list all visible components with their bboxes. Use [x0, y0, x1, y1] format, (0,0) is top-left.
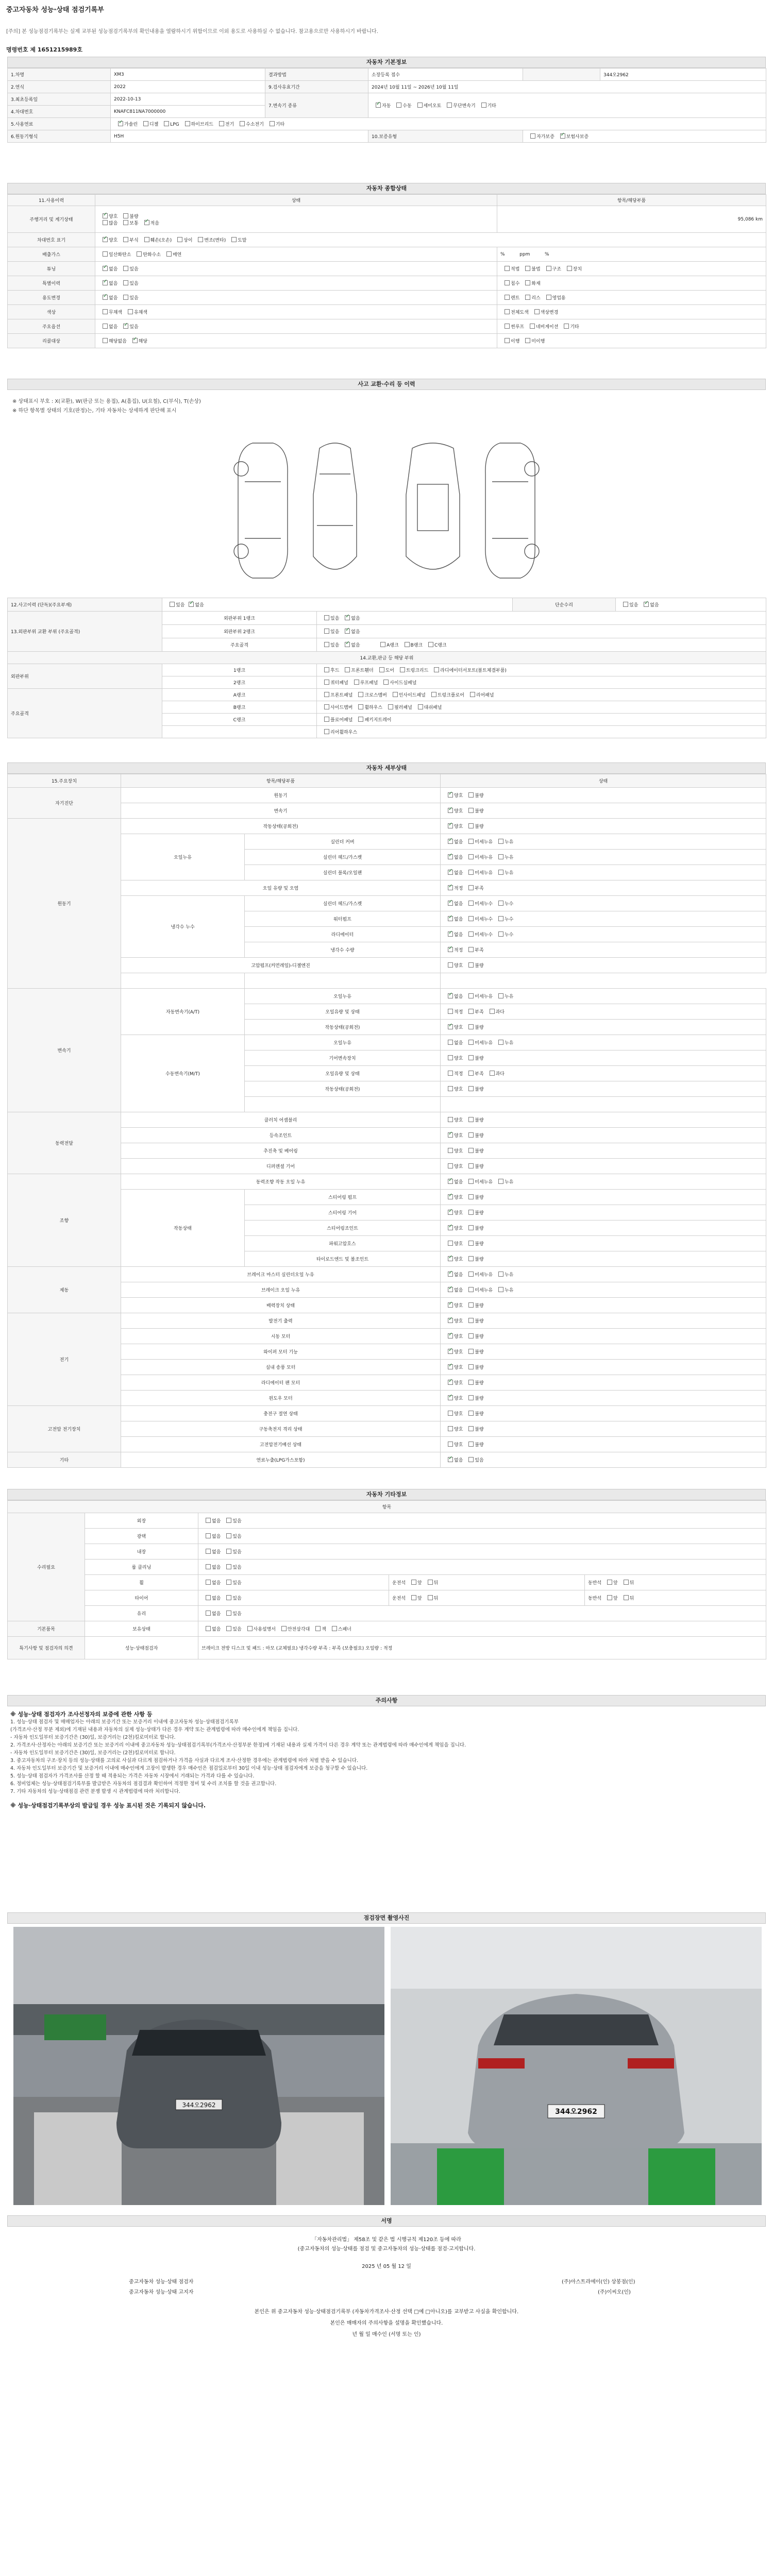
other-info-section: 자동차 기타정보: [7, 1489, 766, 1500]
warranty-options: 자가보증 ✓ 보험사보증: [523, 130, 766, 143]
special-notes-text: 브레이크 전방 디스크 및 패드 : 마모 (교체필요) 냉각수량 부족 : 부족 (보충필요) 오일량 : 적정: [198, 1637, 766, 1659]
car-name-value: XM3: [111, 69, 265, 81]
caution-notes: ※ 성능·상태 점검자가 조사선정자의 보증에 관한 사항 등 1. 성능·상태 점검자 및 매매업자는 아래의 보증기간 또는 보증거리 이내에 중고자동차 성능·상태점검기록부 (가격조사·산정 부분 제외)에 기재된 내용과 자동차의 실제 성능·상태가 다른 경우 계약 또는 관계법령에 따라 매수인에게 책임을 집니다. - 자동차 인도일부터 보증기간은 (30)일, 보증거리는 (2천)킬로미터로 합니다. 2. 가격조사·산정자는 아래의 보증기간 또는 보증거리 이내에 중고자동차 성능·상태점검기록부(가격조사·산정부분 한정)에 기재된 내용과 실제 가격이 다른 경우 계약 또는 관계법령에 따라 매수인에게 책임을 집니다. - 자동차 인도일부터 보증기간은 (30)일, 보증거리는 (2천)킬로미터로 합니다. 3. 중고자동차의 구조·장치 등의 성능·상태를 고의로 사실과 다르게 점검하거나 가격을 사실과 다르게 조사·산정한 경우에는 관계법령에 따라 처벌 받을 수 있습니다. 4. 자동차 인도일부터 보증기간 및 보증거리 이내에 매수인에게 고장이 발생한 경우 매수인은 점검일로부터 30일 이내 성능·상태 점검자에게 보증을 청구할 수 있습니다. 5. 성능·상태 점검자가 가격조사를 산정 할 때 적용되는 가격은 자동차 시장에서 거래되는 가격과 다를 수 있습니다. 6. 정비업체는 성능·상태점검기록부를 발급받은 자동차의 점검결과 확인하여 적정한 정비 및 수리 조치를 할 것을 권고합니다. 7. 기타 자동차의 성능·상태점검 관련 분쟁 발생 시 관계법령에 따라 처리합니다. ※ 성능·상태점검기록부상의 발급일 경우 성능 표시된 것은 기록되지 않습니다.: [10, 1710, 763, 1809]
validity-label: 9.검사유효기간: [265, 81, 368, 93]
group-electric: 전기: [8, 1313, 121, 1406]
special-history-label: 특별이력: [8, 276, 95, 291]
group-self-diagnosis: 자기진단: [8, 788, 121, 819]
accident-label: 12.사고이력 (단독)(주요부재): [8, 598, 162, 612]
fuel-options: ✓ 가솔린 디젤 LPG 하이브리드 전기 수소전기 기타: [111, 118, 766, 130]
car-diagram: [222, 433, 551, 587]
usage-change-label: 용도변경: [8, 291, 95, 305]
group-other: 기타: [8, 1452, 121, 1468]
assessor-signature: (주)이씨오(인): [598, 2290, 631, 2295]
detail-section: 자동차 세부상태: [7, 762, 766, 774]
signature-date: 2025 년 05 월 12 일: [362, 2264, 411, 2269]
group-engine: 원동기: [8, 819, 121, 989]
consent-line-1: 본인은 위 중고자동차 성능·상태점검기록부 (자동차가격조사·산정 선택 □예 □아니오)를 교부받고 사실을 확인합니다.: [254, 2309, 519, 2315]
certificate-number: 명령번호 제 1651215989호: [6, 46, 82, 53]
summary-section: 자동차 종합상태: [7, 183, 766, 194]
year-value: 2022: [111, 81, 265, 93]
vin-label: 4.차대번호: [8, 106, 111, 118]
transmission-label: 7.변속기 종류: [265, 93, 368, 118]
legend-line-2: ※ 하단 항목별 상태의 기호(판정)는, 기타 자동차는 상세하게 판단해 표시: [12, 408, 177, 414]
notice-text: [주의] 본 성능점검기록부는 실제 교부된 성능점검기록부의 확인내용을 열람하시기 위함이므로 이외 용도로 사용하실 수 없습니다. 참고용으로만 사용하시기 바랍니다.: [6, 29, 378, 35]
frame-label: 주요골격: [162, 638, 317, 652]
warranty-label: 10.보증유형: [368, 130, 523, 143]
fuel-label: 5.사용연료: [8, 118, 111, 130]
signature-section: 서명: [7, 2215, 766, 2227]
basic-items-label: 기본품목: [8, 1621, 85, 1637]
signature-line-1: 「자동차관리법」 제58조 및 같은 법 시행규칙 제120조 등에 따라: [312, 2237, 461, 2243]
caution-footer: ※ 성능·상태점검기록부상의 발급일 경우 성능 표시된 것은 기록되지 않습니다.: [10, 1802, 206, 1809]
signature-line-2: (중고자동차의 성능·상태를 점검 및 중고자동차의 성능·상태를 점검·고지합니다.: [297, 2246, 476, 2252]
basic-info-section: 자동차 기본정보: [7, 57, 766, 68]
detail-header-item: 항목/해당부품: [121, 774, 441, 788]
summary-header-items: 항목/해당부품: [497, 195, 766, 206]
exterior-rank1-label: 외판부위 1랭크: [162, 612, 317, 625]
result-method-label: 결과방법: [265, 69, 368, 81]
photos-section: 점검장면 촬영사진: [7, 1912, 766, 1924]
consent-line-2: 본인은 매매자의 주의사항을 설명을 확인했습니다.: [330, 2320, 443, 2326]
group-brake: 제동: [8, 1267, 121, 1313]
color-label: 색상: [8, 305, 95, 319]
inspector-label: 중고자동차 성능·상태 점검자: [129, 2279, 194, 2285]
tuning-label: 튜닝: [8, 262, 95, 276]
vin-mark-label: 차대번호 표기: [8, 233, 95, 247]
caution-title: ※ 성능·상태 점검자가 조사선정자의 보증에 관한 사항 등: [10, 1711, 153, 1718]
group-high-voltage: 고전압 전기장치: [8, 1406, 121, 1452]
other-header: 항목: [8, 1501, 766, 1513]
summary-header-history: 11.사용이력: [8, 195, 95, 206]
exterior-rank2-label: 외판부위 2랭크: [162, 625, 317, 638]
parts-section: 14.교환,판금 등 해당 부위: [8, 652, 766, 664]
group-drivetrain: 동력전달: [8, 1112, 121, 1174]
mileage-value: 95,086 km: [497, 206, 766, 233]
recall-label: 리콜대상: [8, 334, 95, 348]
year-label: 2.연식: [8, 81, 111, 93]
plate-number: 344오2962: [600, 69, 766, 81]
transmission-options: ✓ 자동 수동 세미오토 무단변속기 기타: [368, 93, 766, 118]
detail-header-state: 상태: [441, 774, 766, 788]
first-registration-label: 3.최초등록일: [8, 93, 111, 106]
group-steering: 조향: [8, 1174, 121, 1267]
result-method-value: 소장등록 접수: [368, 69, 523, 81]
special-notes-label: 특기사항 및 점검자의 의견: [8, 1637, 85, 1659]
options-label: 주요옵션: [8, 319, 95, 334]
receiver-signature-line: 년 월 일 매수인 (서명 또는 인): [352, 2332, 421, 2337]
emission-label: 배출가스: [8, 247, 95, 262]
detail-table: 15.주요장치 항목/해당부품 상태 자기진단 원동기 ✓ 양호 불량 변속기 ✓ 양호 불량 원동기 작동상태(공회전) ✓ 양호 불량 오일누유 실린더 커버 ✓ 없음 미세누유 누유 실린더 헤드/가스켓 ✓ 없음 미세누유 누유 실린더 블록/오일팬 ✓ 없음 미세누유 누유 오일 유량 및 오염 ✓ 적정 부족 냉각수 누수 실린더 헤드/가스켓 ✓ 없음 미세누수 누수 워터펌프 ✓ 없음 미세누수 누수 라디에이터 ✓ 없음 미세누수 누수 냉각수 수량 ✓ 적정 부족 고압펌프(커먼레일)-디젤엔진 양호 불량 변속기 자동변속기(A/T) 오일누유 ✓ 없음 미세누유 누유 오일유량 및 상태 적정 부족 과다 작동상태(공회전) ✓ 양호 불량 수동변속기(M/T) 오일누유 없음 미세누유 누유 기어변속장치 양호 불량 오일유량 및 상태 적정 부족 과다 작동상태(공회전) 양호 불량 동력전달 클러치 어셈블리 양호 불량 등속조인트 ✓ 양호 불량 추진축 및 베어링 양호 불량 디퍼렌셜 기어 양호 불량 조향 동력조향 작동 오일 누유 ✓ 없음 미세누유 누유 작동상태 스티어링 펌프 ✓ 양호 불량 스티어링 기어 ✓ 양호 불량 스티어링조인트 ✓ 양호 불량 파워고압호스 양호 불량 타이로드엔드 및 볼조인트 ✓ 양호 불량 제동 브레이크 마스터 실린더오일 누유 ✓ 없음 미세누유 누유 브레이크 오일 누유 ✓ 없음 미세누유 누유 배력장치 상태 ✓ 양호 불량 전기 발전기 출력 ✓ 양호 불량 시동 모터 ✓ 양호 불량 와이퍼 모터 기능 ✓ 양호 불량 실내 송풍 모터 ✓ 양호 불량 라디에이터 팬 모터 ✓ 양호 불량 윈도우 모터 ✓ 양호 불량 고전압 전기장치 충전구 절연 상태 양호 불량 구동축전지 격리 상태 양호 불량 고전압전기배선 상태 양호 불량 기타 연료누출(LPG가스포함) ✓ 없음 있음: [7, 774, 766, 1468]
basic-info-table: [7, 68, 766, 143]
other-info-table: 항목 수리필요 외장 없음 있음 광택 없음 있음 내장 없음 있음 룸 클리닝 없음 있음 휠 없음 있음 운전석 앞 뒤 동반석 앞 뒤 타이어 없음 있음 운전석 앞 뒤 동반석 앞 뒤 유리 없음 있음 기본품목 보유상태 없음 있음 사용설명서 안전삼각대 잭 스패너 특기사항 및 점검자의 의견 성능·상태점검자 브레이크 전방 디스크 및 패드 : 마모 (교체필요) 냉각수량 부족 : 부족 (보충필요) 오일량 : 적정: [7, 1500, 766, 1659]
simple-repair-label: 단순수리: [513, 598, 616, 612]
validity-value: 2024년 10월 11일 ~ 2026년 10월 11일: [368, 81, 766, 93]
svg-text:344오2962: 344오2962: [555, 2108, 597, 2116]
first-registration-value: 2022-10-13: [111, 93, 265, 106]
engine-type-value: H5H: [111, 130, 368, 143]
inspector-signature: (주)아스트라에이(인) 상봉점(인): [562, 2279, 635, 2285]
summary-table: 11.사용이력 상태 항목/해당부품 주행거리 및 계기상태 ✓양호 불량 많음 보통 ✓적음 95,086 km 차대번호 표기 ✓ 양호 부식 훼손(오손) 상이 변조(변타) 도말 배출가스 일산화탄소 탄화수소 매연 % ppm % 튜닝 ✓ 없음 있음 적법 불법 구조 장치 특별이력 ✓ 없음 있음 침수 화재 용도변경 ✓ 없음 있음 렌트 리스 영업용 색상 무채색 유채색 전체도색 색상변경 주요옵션 없음 ✓있음 썬루프 네비게이션 기타 리콜대상 해당없음 ✓해당 이행 미이행: [7, 194, 766, 348]
car-name-label: 1.차명: [8, 69, 111, 81]
mileage-label: 주행거리 및 계기상태: [8, 206, 95, 233]
group-transmission: 변속기: [8, 989, 121, 1112]
page-title: 중고자동차 성능·상태 점검기록부: [6, 6, 104, 14]
legend-line-1: ※ 상태표시 부호 : X(교환), W(판금 또는 용접), A(흠집), U(요철), C(부식), T(손상): [12, 399, 201, 404]
detail-header-main: 15.주요장치: [8, 774, 121, 788]
summary-header-state: 상태: [95, 195, 497, 206]
caution-section: 주의사항: [7, 1695, 766, 1706]
engine-type-label: 6.원동기형식: [8, 130, 111, 143]
front-photo: [13, 1927, 384, 2205]
accident-table: 12.사고이력 (단독)(주요부재) 있음✓ 없음 단순수리 있음 ✓없음 13.외판부위 교환 부위 (주요골격) 외판부위 1랭크 있음 ✓없음 외판부위 2랭크 있음 ✓없음 주요골격 있음 ✓없음 A랭크 B랭크 C랭크 14.교환,판금 등 해당 부위 외판부위 1랭크 후드 프론트휀더 도어 트렁크리드 라디에이터서포트(볼트체결부품) 2랭크 쿼터패널 루프패널 사이드실패널 주요골격 A랭크 프론트패널 크로스멤버 인사이드패널 트렁크플로어 리어패널 B랭크 사이드멤버 휠하우스 필러패널 대쉬패널 C랭크 플로어패널 패키지트레이 리어휠하우스: [7, 598, 766, 738]
svg-text:344오2962: 344오2962: [182, 2102, 216, 2109]
assessor-label: 중고자동차 성능·상태 고지자: [129, 2290, 194, 2295]
repair-history-section: 사고 교환·수리 등 이력: [7, 379, 766, 390]
vin-value: KNAFC811NA7000000: [111, 106, 265, 118]
rear-photo: [391, 1927, 762, 2205]
